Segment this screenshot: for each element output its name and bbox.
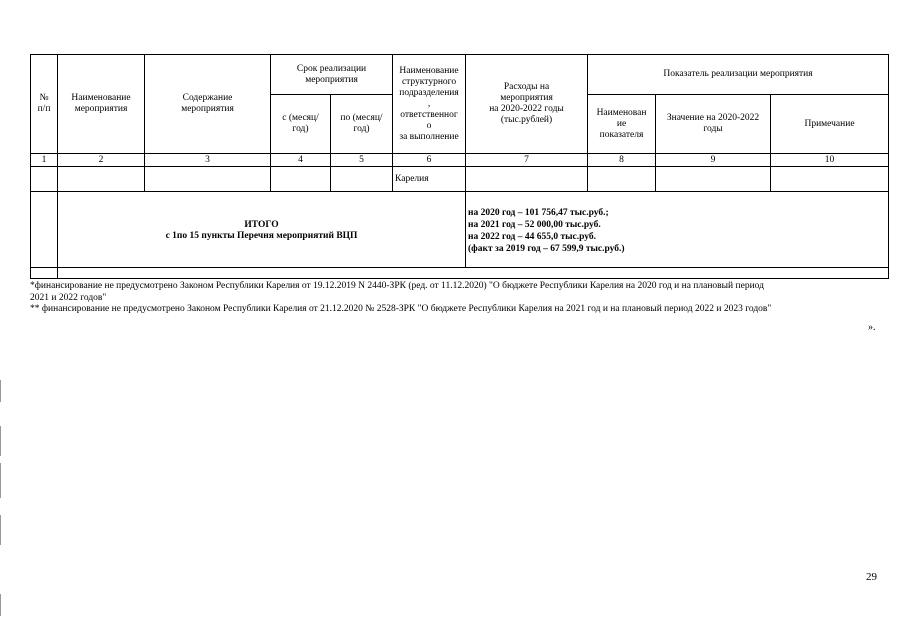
header-term-from: с (месяц/ год) [271,95,331,154]
scan-margin-mark [0,515,1,545]
total-amounts: на 2020 год – 101 756,47 тыс.руб.; на 2021 год – 52 000,00 тыс.руб. на 2022 год – 44 655,0 тыс.руб. (факт за 2019 год – 67 599,9 тыс.руб.) [466,192,889,268]
table-cell [331,167,393,192]
table-cell [466,167,588,192]
header-indicator-group: Показатель реализации мероприятия [588,55,889,95]
column-number: 6 [393,154,466,167]
table-cell [145,167,271,192]
table-cell [271,167,331,192]
header-indicator-value: Значение на 2020-2022 годы [656,95,771,154]
header-note: Примечание [771,95,889,154]
header-expenses: Расходы на мероприятия на 2020-2022 годы (тыс.рублей) [466,55,588,154]
column-number: 9 [656,154,771,167]
total-row [31,192,889,268]
column-number: 4 [271,154,331,167]
footnote-2: ** финансирование не предусмотрено Законом Республики Карелия от 21.12.2020 № 2528-ЗРК "О бюджете Республики Карелия на 2021 год и на плановый период 2022 и 2023 годов" [30,304,772,314]
column-number: 5 [331,154,393,167]
measures-table [30,54,889,279]
header-term-to: по (месяц/ год) [331,95,393,154]
table-cell [588,167,656,192]
footnote-1: *финансирование не предусмотрено Законом Республики Карелия от 19.12.2019 N 2440-ЗРК (ред. от 11.12.2020) "О бюджете Республики Карелия на 2020 год и на плановый период 2021 и 2022 годов" [30,281,764,303]
table-cell [58,167,145,192]
column-number: 8 [588,154,656,167]
table-row [31,167,889,192]
table-cell [31,167,58,192]
header-row-1 [31,55,889,95]
header-responsible-unit: Наименование структурного подразделения , ответственног о за выполнение [393,55,466,154]
column-number: 10 [771,154,889,167]
scan-margin-mark [0,594,1,616]
column-number: 1 [31,154,58,167]
table-cell [656,167,771,192]
footnotes [30,281,888,316]
table-cell [58,268,889,279]
scan-margin-mark [0,463,1,498]
column-number: 7 [466,154,588,167]
header-name: Наименование мероприятия [58,55,145,154]
header-num: № п/п [31,55,58,154]
table-row [31,268,889,279]
scan-margin-mark [0,426,1,456]
header-term-group: Срок реализации мероприятия [271,55,393,95]
closing-quote: ». [868,322,876,333]
table-cell [31,268,58,279]
page-number: 29 [866,571,877,583]
column-number: 3 [145,154,271,167]
header-content: Содержание мероприятия [145,55,271,154]
table-cell [771,167,889,192]
total-label: ИТОГО с 1по 15 пункты Перечня мероприятий ВЦП [58,192,466,268]
header-indicator-name: Наименован ие показателя [588,95,656,154]
scan-margin-mark [0,380,1,402]
column-number-row [31,154,889,167]
region-cell: Карелия [393,167,466,192]
table-cell [31,192,58,268]
column-number: 2 [58,154,145,167]
